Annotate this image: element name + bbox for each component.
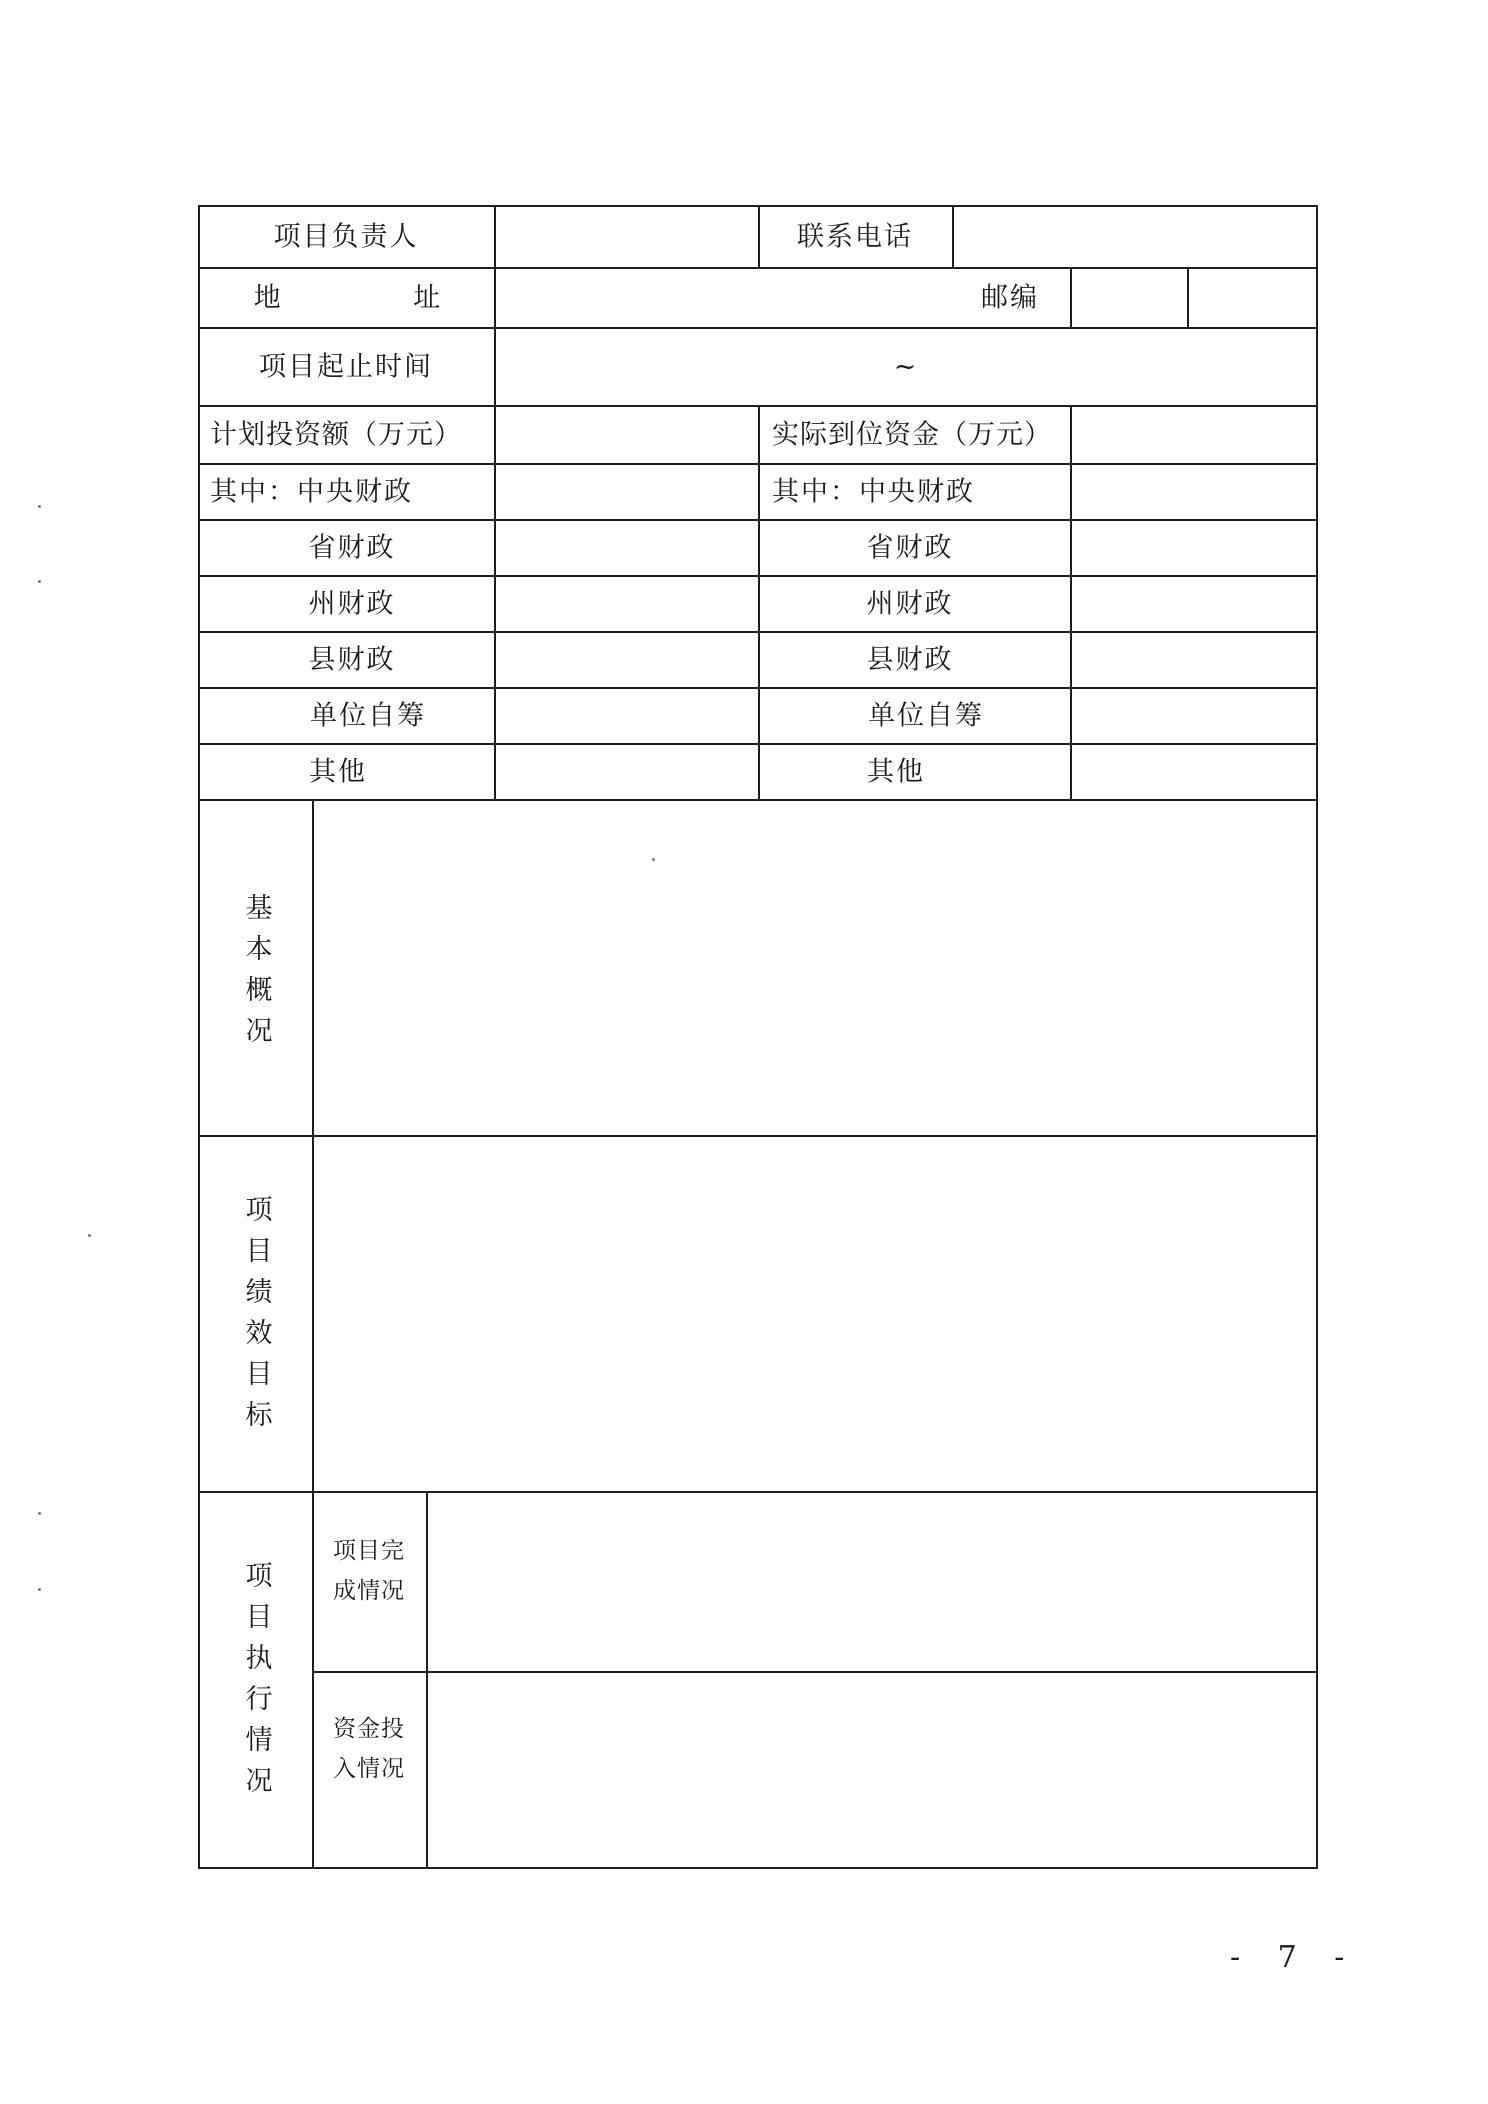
project-leader-label: 项目负责人 (273, 221, 419, 253)
project-period-label: 项目起止时间 (259, 351, 433, 383)
funding-right-other: 其他 (867, 756, 925, 788)
row-divider (198, 267, 1318, 269)
scan-speck (652, 858, 655, 861)
page-number: - 7 - (1230, 1940, 1359, 1975)
funding-right-county: 县财政 (866, 644, 954, 676)
funding-left-province: 省财政 (308, 532, 396, 564)
contact-phone-label: 联系电话 (797, 221, 913, 253)
planned-investment-label: 计划投资额（万元） (210, 419, 462, 451)
funding-left-prefecture: 州财政 (308, 588, 396, 620)
funding-input-label: 资金投入情况 (333, 1716, 405, 1782)
funding-right-prefecture: 州财政 (866, 588, 954, 620)
column-divider (758, 205, 760, 267)
scan-speck (88, 1234, 91, 1237)
execution-status-label: 项目执行情况 (240, 1561, 272, 1807)
column-divider (1070, 267, 1072, 327)
completion-status-label: 项目完成情况 (333, 1538, 405, 1604)
column-divider (1070, 405, 1072, 799)
scan-speck (38, 505, 41, 508)
table-border-right (1316, 205, 1318, 1867)
postcode-label: 邮编 (981, 282, 1039, 314)
column-divider (312, 799, 314, 1867)
column-divider (758, 405, 760, 799)
row-divider (198, 1135, 1318, 1137)
column-divider (426, 1491, 428, 1867)
funding-left-county: 县财政 (308, 644, 396, 676)
scan-speck (38, 1512, 41, 1515)
column-divider (952, 205, 954, 267)
row-divider (312, 1671, 1318, 1673)
column-divider (1187, 267, 1189, 327)
funding-left-self-raised: 单位自筹 (310, 700, 426, 732)
funding-left-central: 其中：中央财政 (210, 476, 413, 508)
performance-goals-label: 项目绩效目标 (240, 1195, 272, 1441)
table-border-bottom (198, 1867, 1318, 1869)
period-separator: ~ (893, 351, 919, 383)
scan-speck (38, 1588, 41, 1591)
table-border-left (198, 205, 200, 1867)
funding-right-central: 其中：中央财政 (772, 476, 975, 508)
scan-speck (38, 580, 41, 583)
row-divider (198, 799, 1318, 801)
row-divider (198, 327, 1318, 329)
funding-right-self-raised: 单位自筹 (868, 700, 984, 732)
basic-overview-label: 基本概况 (240, 893, 272, 1057)
project-form-table (198, 205, 1318, 1865)
funding-left-other: 其他 (309, 756, 367, 788)
funding-right-province: 省财政 (866, 532, 954, 564)
row-divider (198, 1491, 1318, 1493)
actual-funds-label: 实际到位资金（万元） (772, 419, 1052, 451)
address-label: 地 址 (253, 282, 503, 314)
